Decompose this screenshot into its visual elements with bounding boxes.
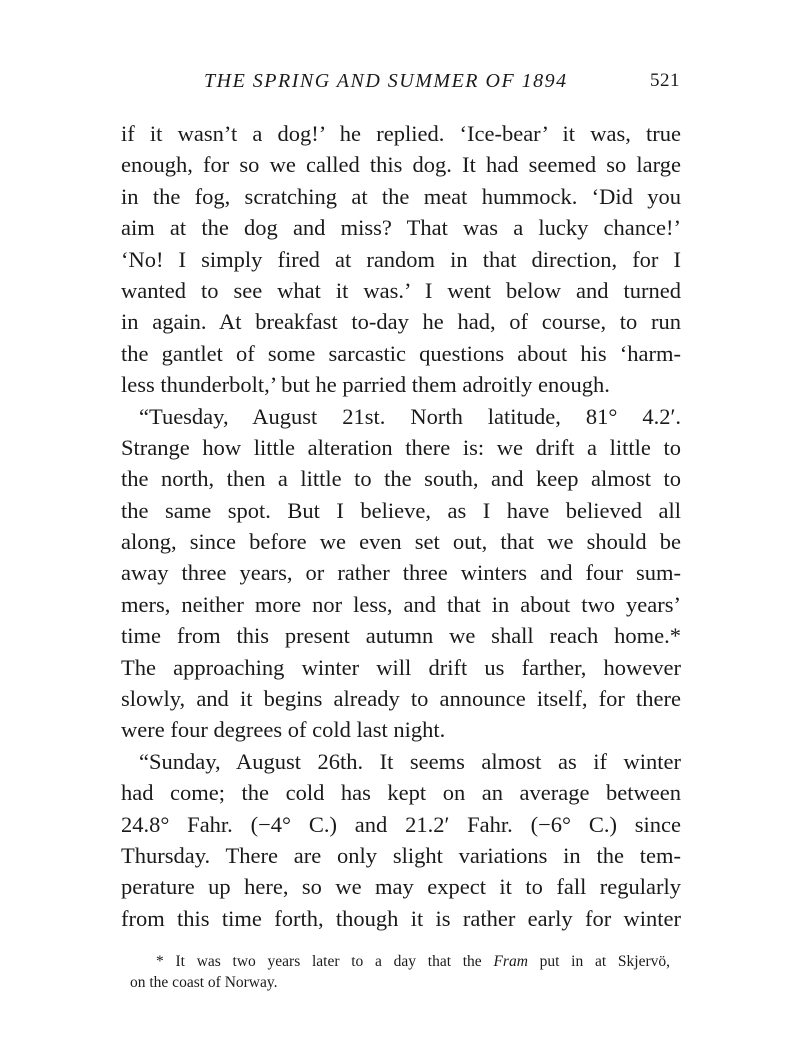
- footnote-line: * It was two years later to a day that the Fram put in at Skjervö,: [156, 953, 670, 970]
- text-line: from this time forth, though it is rather early for winter: [121, 905, 681, 931]
- text-line: 24.8° Fahr. (−4° C.) and 21.2′ Fahr. (−6° C.) since: [121, 811, 681, 837]
- text-line: enough, for so we called this dog. It had seemed so large: [121, 152, 681, 178]
- text-line: wanted to see what it was.’ I went below and turned: [121, 277, 681, 303]
- text-line: had come; the cold has kept on an average between: [121, 780, 681, 806]
- text-line: less thunderbolt,’ but he parried them adroitly enough.: [121, 372, 610, 398]
- text-line: the same spot. But I believe, as I have believed all: [121, 497, 681, 523]
- text-line: perature up here, so we may expect it to fall regularly: [121, 874, 681, 900]
- text-line: aim at the dog and miss? That was a lucky chance!’: [121, 215, 681, 241]
- text-line: slowly, and it begins already to announce itself, for there: [121, 686, 681, 712]
- ship-name: Fram: [493, 953, 528, 970]
- running-header: [120, 70, 680, 100]
- text-line: mers, neither more nor less, and that in about two years’: [121, 591, 681, 617]
- text-line: in again. At breakfast to-day he had, of course, to run: [121, 309, 681, 335]
- text-line: were four degrees of cold last night.: [121, 717, 446, 743]
- text-line: along, since before we even set out, that we should be: [121, 529, 681, 555]
- text-line: The approaching winter will drift us farther, however: [121, 654, 681, 680]
- footnote: [130, 951, 670, 993]
- text-line: Thursday. There are only slight variations in the tem-: [121, 842, 681, 868]
- text-line: ‘No! I simply fired at random in that direction, for I: [121, 246, 681, 272]
- text-line: away three years, or rather three winters and four sum-: [121, 560, 681, 586]
- text-line: in the fog, scratching at the meat hummock. ‘Did you: [121, 183, 681, 209]
- text-line: “Tuesday, August 21st. North latitude, 81° 4.2′.: [139, 403, 681, 429]
- text-line: “Sunday, August 26th. It seems almost as if winter: [139, 748, 681, 774]
- text-line: if it wasn’t a dog!’ he replied. ‘Ice-bear’ it was, true: [121, 121, 681, 146]
- running-title: THE SPRING AND SUMMER OF 1894: [204, 70, 568, 92]
- body-text: [121, 118, 681, 934]
- text-line: the north, then a little to the south, and keep almost to: [121, 466, 681, 492]
- text-line: the gantlet of some sarcastic questions about his ‘harm-: [121, 340, 681, 366]
- text-line: Strange how little alteration there is: we drift a little to: [121, 434, 681, 460]
- page-number: 521: [650, 70, 680, 91]
- footnote-line: on the coast of Norway.: [130, 974, 278, 991]
- text-line: time from this present autumn we shall reach home.*: [121, 623, 681, 649]
